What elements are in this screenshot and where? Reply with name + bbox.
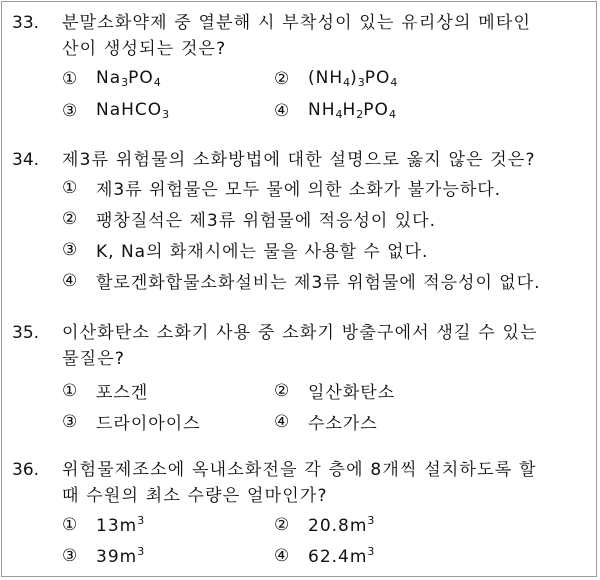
option-marker: ④ bbox=[62, 270, 79, 291]
option-1[interactable] bbox=[62, 175, 501, 200]
option-4[interactable] bbox=[62, 268, 541, 293]
question-text: 이산화탄소 소화기 사용 중 소화기 방출구에서 생길 수 있는 bbox=[62, 323, 538, 343]
question-33 bbox=[12, 10, 592, 121]
question-text-continued: 산이 생성되는 것은? bbox=[62, 39, 227, 59]
question-text: 분말소화약제 중 열분해 시 부착성이 있는 유리상의 메타인 bbox=[62, 13, 532, 33]
option-text: $(NH_4)_3PO_4$ bbox=[308, 68, 398, 89]
option-text: $Na_3PO_4$ bbox=[96, 68, 161, 89]
option-text: $NH_4H_2PO_4$ bbox=[308, 100, 396, 121]
option-marker: ③ bbox=[62, 100, 79, 121]
option-marker: ① bbox=[62, 68, 79, 89]
option-marker: ④ bbox=[274, 411, 291, 432]
option-text: $20.8m^3$ bbox=[308, 514, 375, 536]
option-1[interactable] bbox=[62, 68, 161, 89]
option-text: 포스겐 bbox=[96, 383, 149, 403]
option-text: $13m^3$ bbox=[96, 514, 145, 536]
option-text: 제3류 위험물은 모두 물에 의한 소화가 불가능하다. bbox=[96, 180, 502, 200]
option-marker: ② bbox=[274, 515, 291, 535]
option-marker: ④ bbox=[274, 546, 291, 566]
option-3[interactable] bbox=[62, 237, 428, 262]
option-marker: ③ bbox=[62, 239, 79, 260]
option-text: NaHCO$_3$ bbox=[96, 100, 170, 121]
option-3[interactable] bbox=[62, 409, 201, 434]
question-text-continued: 때 수원의 최소 수량은 얼마인가? bbox=[62, 486, 328, 506]
question-text: 위험물제조소에 옥내소화전을 각 층에 8개씩 설치하도록 할 bbox=[62, 460, 537, 480]
option-marker: ① bbox=[62, 380, 79, 401]
question-36 bbox=[12, 457, 592, 567]
option-marker: ① bbox=[62, 177, 79, 198]
option-text: 수소가스 bbox=[308, 414, 378, 434]
option-text: 일산화탄소 bbox=[308, 383, 396, 403]
option-marker: ③ bbox=[62, 546, 79, 566]
question-text-continued: 물질은? bbox=[62, 349, 126, 369]
option-4[interactable] bbox=[274, 100, 396, 121]
option-marker: ② bbox=[274, 380, 291, 401]
option-3[interactable] bbox=[62, 545, 144, 567]
option-text: $39m^3$ bbox=[96, 545, 145, 567]
option-text: 할로겐화합물소화설비는 제3류 위험물에 적응성이 없다. bbox=[96, 273, 541, 293]
option-4[interactable] bbox=[274, 409, 378, 434]
question-text: 제3류 위험물의 소화방법에 대한 설명으로 옳지 않은 것은? bbox=[62, 150, 536, 170]
option-text: 드라이아이스 bbox=[96, 414, 201, 434]
question-number: 34. bbox=[12, 150, 40, 170]
option-text: 팽창질석은 제3류 위험물에 적응성이 있다. bbox=[96, 211, 437, 231]
option-marker: ④ bbox=[274, 100, 291, 121]
question-number: 36. bbox=[12, 460, 40, 480]
option-text: K, Na의 화재시에는 물을 사용할 수 없다. bbox=[96, 242, 429, 262]
option-3[interactable] bbox=[62, 100, 169, 121]
option-marker: ③ bbox=[62, 411, 79, 432]
question-number: 35. bbox=[12, 323, 40, 343]
option-2[interactable] bbox=[274, 514, 374, 536]
question-34 bbox=[12, 147, 592, 293]
option-2[interactable] bbox=[274, 378, 395, 403]
question-number: 33. bbox=[12, 13, 40, 33]
option-1[interactable] bbox=[62, 514, 144, 536]
question-35 bbox=[12, 320, 592, 434]
option-marker: ① bbox=[62, 515, 79, 535]
option-2[interactable] bbox=[62, 206, 436, 231]
option-1[interactable] bbox=[62, 378, 148, 403]
option-4[interactable] bbox=[274, 545, 374, 567]
option-text: $62.4m^3$ bbox=[308, 545, 375, 567]
option-marker: ② bbox=[274, 68, 291, 89]
exam-page bbox=[1, 1, 597, 577]
option-2[interactable] bbox=[274, 68, 397, 89]
option-marker: ② bbox=[62, 208, 79, 229]
